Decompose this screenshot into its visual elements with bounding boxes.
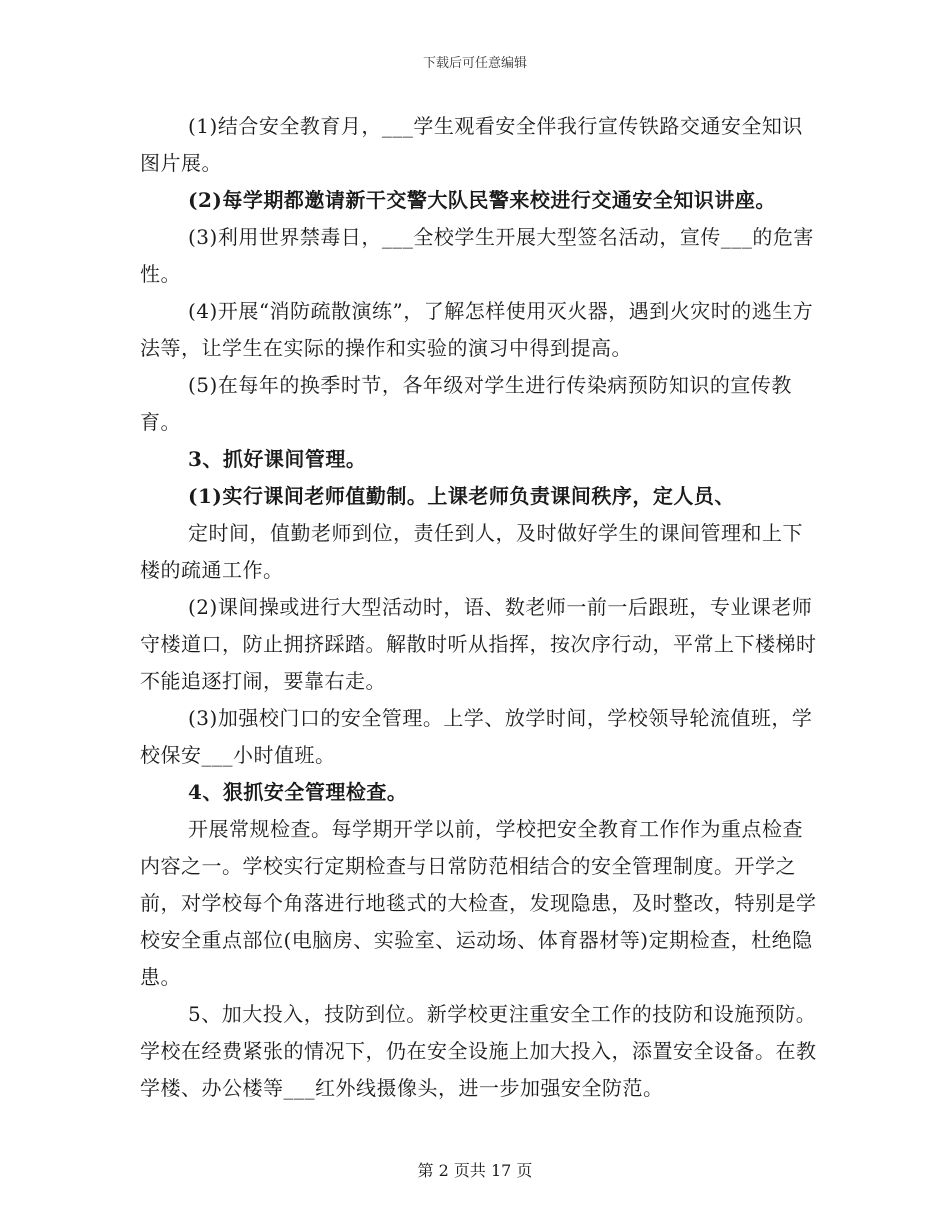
- page-header: 下载后可任意编辑: [422, 56, 527, 71]
- page-number: 第 2 页共 17 页: [417, 1161, 533, 1180]
- paragraph-3-3: (3)加强校门口的安全管理。上学、放学时间，学校领导轮流值班，学校保安___小时值班。: [140, 706, 813, 767]
- paragraph-1-1: (1)结合安全教育月，___学生观看安全伴我行宣传铁路交通安全知识图片展。: [140, 114, 803, 175]
- paragraph-3-1-lead: (1)实行课间老师值勤制。上课老师负责课间秩序，定人员、: [188, 484, 735, 508]
- paragraph-3-1-body: 定时间，值勤老师到位，责任到人，及时做好学生的课间管理和上下楼的疏通工作。: [140, 521, 803, 582]
- document-body: [140, 108, 820, 1107]
- paragraph-4-body: 开展常规检查。每学期开学以前，学校把安全教育工作作为重点检查内容之一。学校实行定期检查与日常防范相结合的安全管理制度。开学之前，对学校每个角落进行地毯式的大检查，发现隐患，及时整改，特别是学校安全重点部位(电脑房、实验室、运动场、体育器材等)定期检查，杜绝隐患。: [140, 817, 817, 989]
- paragraph-1-4: (4)开展“消防疏散演练”，了解怎样使用灭火器，遇到火灾时的逃生方法等，让学生在实际的操作和实验的演习中得到提高。: [140, 299, 814, 360]
- paragraph-1-2: (2)每学期都邀请新干交警大队民警来校进行交通安全知识讲座。: [188, 188, 776, 212]
- section-heading-3: 3、抓好课间管理。: [188, 447, 367, 471]
- paragraph-1-5: (5)在每年的换季时节，各年级对学生进行传染病预防知识的宣传教育。: [140, 373, 792, 434]
- paragraph-1-3: (3)利用世界禁毒日，___全校学生开展大型签名活动，宣传___的危害性。: [140, 225, 814, 286]
- section-heading-4: 4、狠抓安全管理检查。: [188, 780, 408, 804]
- paragraph-5-body: 5、加大投入，技防到位。新学校更注重安全工作的技防和设施预防。学校在经费紧张的情况下，仍在安全设施上加大投入，添置安全设备。在教学楼、办公楼等___红外线摄像头，进一步加强安全防范。: [140, 1002, 817, 1100]
- paragraph-3-2: (2)课间操或进行大型活动时，语、数老师一前一后跟班，专业课老师守楼道口，防止拥挤踩踏。解散时听从指挥，按次序行动，平常上下楼梯时不能追逐打闹，要靠右走。: [140, 595, 817, 693]
